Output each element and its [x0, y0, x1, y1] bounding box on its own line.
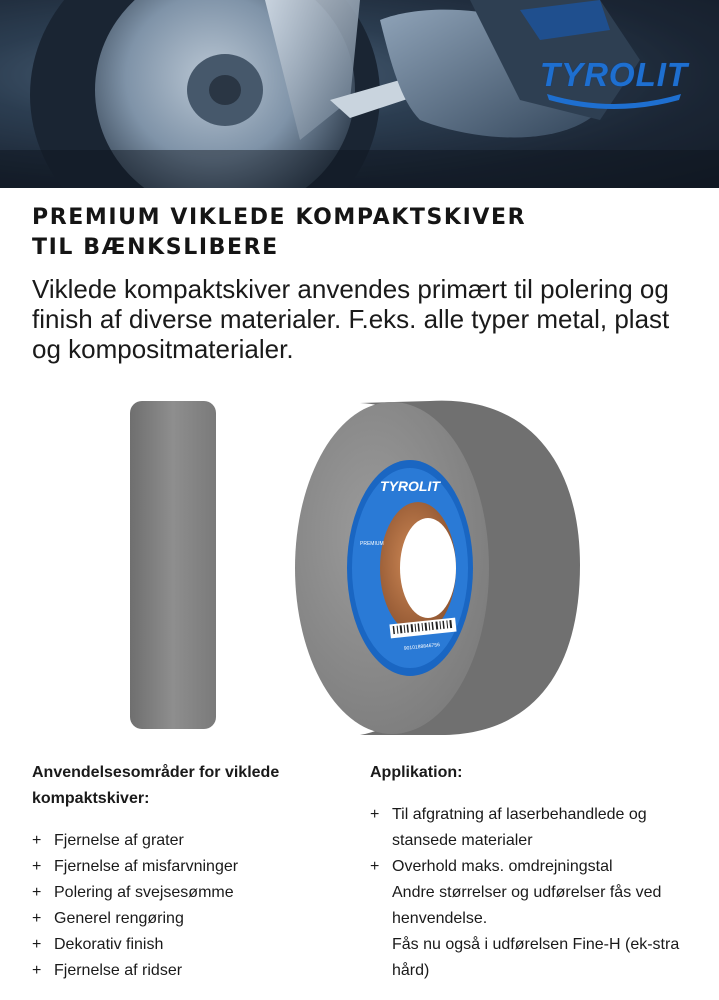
- list-item: + Generel rengøring: [32, 906, 342, 932]
- wheel-label-brand: TYROLIT: [380, 478, 440, 494]
- list-item: + Overhold maks. omdrejningstal: [370, 854, 680, 880]
- title-line-2: TIL BÆNKSLIBERE: [32, 235, 279, 260]
- list-item: + Fjernelse af misfarvninger: [32, 854, 342, 880]
- applications-list: [32, 828, 342, 984]
- plus-icon: +: [32, 858, 42, 875]
- hero-image: [0, 0, 719, 188]
- list-item: + Polering af svejsesømme: [32, 880, 342, 906]
- tyrolit-logo: TYROLIT: [539, 54, 689, 110]
- availability-note: Andre størrelser og udførelser fås ved henvendelse.: [392, 884, 662, 927]
- wheel-label-grade: PREMIUM: [360, 541, 384, 547]
- list-item: + Fjernelse af grater: [32, 828, 342, 854]
- wheel-side-view: [130, 401, 216, 729]
- variant-note: Fås nu også i udførelsen Fine-H (ek-stra hård): [392, 936, 680, 979]
- list-item: + Fjernelse af ridser: [32, 958, 342, 984]
- applications-heading: Anvendelsesområder for viklede kompaktskiver:: [32, 764, 280, 807]
- product-image: [110, 385, 670, 745]
- page-title: [32, 203, 692, 263]
- intro-paragraph: Viklede kompaktskiver anvendes primært til polering og finish af diverse materialer. F.eks. alle typer metal, plast og kompositmaterialer.: [32, 274, 670, 364]
- application-right-column: [370, 760, 680, 984]
- plus-icon: +: [370, 806, 380, 823]
- list-item: + Til afgratning af laserbehandlede og stansede materialer: [370, 802, 680, 854]
- application-list: [370, 802, 680, 880]
- application-heading: Applikation:: [370, 764, 463, 781]
- plus-icon: +: [370, 858, 380, 875]
- plus-icon: +: [32, 884, 42, 901]
- plus-icon: +: [32, 910, 42, 927]
- list-item: + Dekorativ finish: [32, 932, 342, 958]
- plus-icon: +: [32, 832, 42, 849]
- barcode-number: 9010188846756: [403, 642, 441, 652]
- applications-left-column: [32, 760, 342, 984]
- plus-icon: +: [32, 936, 42, 953]
- title-line-1: PREMIUM VIKLEDE KOMPAKTSKIVER: [32, 205, 527, 230]
- plus-icon: +: [32, 962, 42, 979]
